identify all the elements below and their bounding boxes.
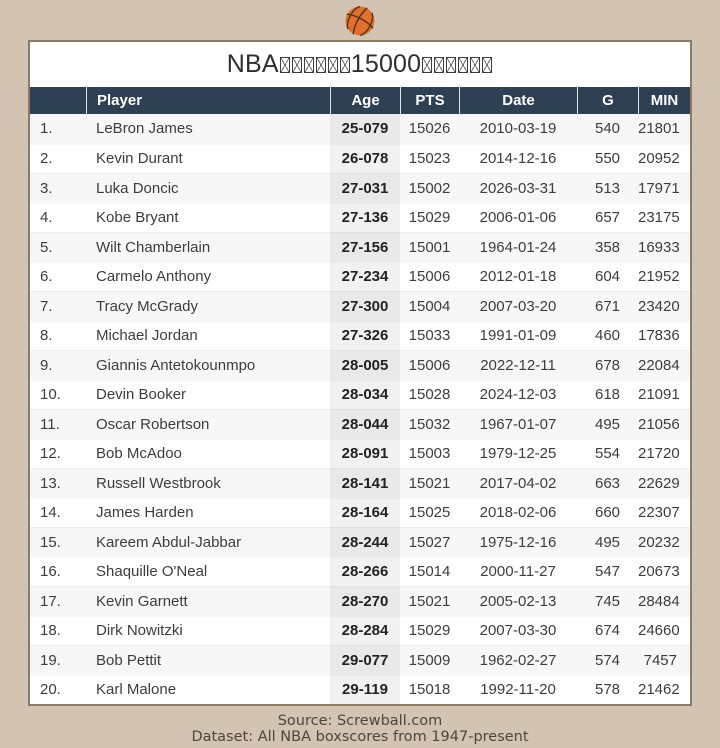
age-cell: 27-031 (330, 173, 400, 203)
column-header-pts: PTS (400, 87, 459, 114)
min-cell: 21801 (638, 120, 680, 138)
age-cell: 28-005 (330, 350, 400, 380)
min-cell: 24660 (638, 616, 690, 646)
g-cell: 460 (577, 321, 638, 351)
rank-cell: 14. (30, 498, 86, 528)
date-cell: 2010-03-19 (479, 120, 557, 138)
table-row (30, 380, 690, 410)
player-cell: Carmelo Anthony (86, 262, 330, 292)
date-cell: 2024-12-03 (459, 380, 577, 410)
player-cell: Luka Doncic (86, 173, 330, 203)
rank-cell: 5. (30, 232, 86, 262)
g-cell: 358 (577, 232, 638, 262)
min-cell: 22307 (638, 498, 690, 528)
rank-cell: 17. (30, 586, 86, 616)
missing-glyph-box (280, 57, 290, 73)
player-cell: Wilt Chamberlain (86, 232, 330, 262)
min-cell: 21952 (638, 262, 690, 292)
min-cell: 22629 (638, 468, 690, 498)
g-cell: 540 (594, 120, 621, 138)
player-cell: Tracy McGrady (86, 291, 330, 321)
min-cell: 7457 (638, 645, 690, 675)
g-cell: 678 (577, 350, 638, 380)
rank-cell: 13. (30, 468, 86, 498)
age-cell: 29-119 (330, 675, 400, 705)
rank-cell: 18. (30, 616, 86, 646)
table-row (30, 144, 690, 174)
leaderboard-table (30, 87, 690, 704)
column-header-min: MIN (638, 87, 690, 114)
g-cell: 495 (577, 527, 638, 557)
dataset-text: Dataset: All NBA boxscores from 1947-present (191, 729, 529, 745)
min-cell: 20673 (638, 557, 690, 587)
pts-cell: 15026 (408, 120, 451, 138)
player-cell: Bob Pettit (86, 645, 330, 675)
date-cell: 2007-03-20 (459, 291, 577, 321)
player-cell: Bob McAdoo (86, 439, 330, 469)
table-row (30, 203, 690, 233)
title-number: 15000 (350, 50, 422, 78)
missing-glyph-box (446, 57, 456, 73)
g-cell: 618 (577, 380, 638, 410)
page-title (30, 42, 690, 87)
min-cell: 21462 (638, 675, 690, 705)
age-cell: 28-244 (330, 527, 400, 557)
pts-cell: 15014 (400, 557, 459, 587)
date-cell: 1962-02-27 (459, 645, 577, 675)
column-header-g: G (577, 87, 638, 114)
rank-cell: 9. (30, 350, 86, 380)
rank-cell: 10. (30, 380, 86, 410)
g-cell: 674 (577, 616, 638, 646)
pts-cell: 15025 (400, 498, 459, 528)
age-cell: 28-034 (330, 380, 400, 410)
missing-glyph-box (292, 57, 302, 73)
player-cell: Russell Westbrook (86, 468, 330, 498)
pts-cell: 15003 (400, 439, 459, 469)
player-cell: Dirk Nowitzki (86, 616, 330, 646)
pts-cell: 15006 (400, 262, 459, 292)
table-row (30, 527, 690, 557)
age-cell: 28-266 (330, 557, 400, 587)
date-cell: 1992-11-20 (459, 675, 577, 705)
g-cell: 513 (577, 173, 638, 203)
missing-glyph-box (304, 57, 314, 73)
table-row (30, 232, 690, 262)
player-cell: Karl Malone (86, 675, 330, 705)
date-cell: 1964-01-24 (459, 232, 577, 262)
min-cell: 20232 (638, 527, 690, 557)
table-row (30, 321, 690, 351)
g-cell: 550 (577, 144, 638, 174)
player-cell: LeBron James (96, 120, 193, 138)
column-header-date: Date (459, 87, 577, 114)
table-row (30, 291, 690, 321)
table-row (30, 409, 690, 439)
player-cell: Kareem Abdul-Jabbar (86, 527, 330, 557)
pts-cell: 15001 (400, 232, 459, 262)
date-cell: 2022-12-11 (459, 350, 577, 380)
rank-cell: 4. (30, 203, 86, 233)
g-cell: 547 (577, 557, 638, 587)
min-cell: 21720 (638, 439, 690, 469)
g-cell: 663 (577, 468, 638, 498)
table-row (30, 557, 690, 587)
age-cell: 28-164 (330, 498, 400, 528)
table-row (30, 173, 690, 203)
rank-cell: 19. (30, 645, 86, 675)
missing-glyph-run-after (421, 50, 493, 79)
age-cell: 29-077 (330, 645, 400, 675)
footer (0, 706, 720, 745)
missing-glyph-box (328, 57, 338, 73)
player-cell: Devin Booker (86, 380, 330, 410)
table-body (30, 114, 690, 704)
pts-cell: 15021 (400, 468, 459, 498)
g-cell: 574 (577, 645, 638, 675)
g-cell: 660 (577, 498, 638, 528)
date-cell: 2026-03-31 (459, 173, 577, 203)
pts-cell: 15009 (400, 645, 459, 675)
age-cell: 25-079 (330, 114, 400, 144)
g-cell: 578 (577, 675, 638, 705)
date-cell: 2007-03-30 (459, 616, 577, 646)
source-text: Source: Screwball.com (277, 713, 443, 729)
g-cell: 671 (577, 291, 638, 321)
player-cell: Oscar Robertson (86, 409, 330, 439)
min-cell: 17971 (638, 173, 690, 203)
date-cell: 2006-01-06 (459, 203, 577, 233)
player-cell: James Harden (86, 498, 330, 528)
g-cell: 554 (577, 439, 638, 469)
table-row (30, 675, 690, 705)
table-row (30, 498, 690, 528)
date-cell: 2014-12-16 (459, 144, 577, 174)
header-row (30, 87, 690, 114)
g-cell: 657 (577, 203, 638, 233)
min-cell: 28484 (638, 586, 690, 616)
rank-cell: 1. (40, 120, 53, 138)
table-row (30, 262, 690, 292)
column-header-age: Age (330, 87, 400, 114)
age-cell: 27-136 (330, 203, 400, 233)
pts-cell: 15029 (400, 616, 459, 646)
min-cell: 21056 (638, 409, 690, 439)
g-cell: 745 (577, 586, 638, 616)
table-row (30, 439, 690, 469)
min-cell: 23420 (638, 291, 690, 321)
min-cell: 16933 (638, 232, 690, 262)
pts-cell: 15032 (400, 409, 459, 439)
pts-cell: 15004 (400, 291, 459, 321)
age-cell: 27-234 (330, 262, 400, 292)
table-row (30, 645, 690, 675)
table-row (30, 468, 690, 498)
missing-glyph-box (316, 57, 326, 73)
missing-glyph-run-before (279, 50, 351, 79)
g-cell: 604 (577, 262, 638, 292)
player-cell: Shaquille O'Neal (86, 557, 330, 587)
missing-glyph-box (434, 57, 444, 73)
column-header-rank (30, 87, 86, 114)
pts-cell: 15006 (400, 350, 459, 380)
date-cell: 2017-04-02 (459, 468, 577, 498)
min-cell: 22084 (638, 350, 690, 380)
date-cell: 2012-01-18 (459, 262, 577, 292)
table-row (30, 616, 690, 646)
pts-cell: 15029 (400, 203, 459, 233)
pts-cell: 15028 (400, 380, 459, 410)
date-cell: 1991-01-09 (459, 321, 577, 351)
table-header (30, 87, 690, 114)
player-cell: Giannis Antetokounmpo (86, 350, 330, 380)
rank-cell: 15. (30, 527, 86, 557)
age-cell: 27-156 (330, 232, 400, 262)
player-cell: Kobe Bryant (86, 203, 330, 233)
pts-cell: 15027 (400, 527, 459, 557)
pts-cell: 15021 (400, 586, 459, 616)
pts-cell: 15023 (400, 144, 459, 174)
min-cell: 21091 (638, 380, 690, 410)
date-cell: 1975-12-16 (459, 527, 577, 557)
missing-glyph-box (422, 57, 432, 73)
age-cell: 28-284 (330, 616, 400, 646)
stats-card (28, 40, 692, 706)
column-header-player: Player (86, 87, 330, 114)
age-cell: 26-078 (330, 144, 400, 174)
header-icon-area (0, 0, 720, 40)
player-cell: Michael Jordan (86, 321, 330, 351)
pts-cell: 15018 (400, 675, 459, 705)
date-cell: 2005-02-13 (459, 586, 577, 616)
player-cell: Kevin Durant (86, 144, 330, 174)
age-cell: 28-091 (330, 439, 400, 469)
g-cell: 495 (577, 409, 638, 439)
pts-cell: 15033 (400, 321, 459, 351)
rank-cell: 6. (30, 262, 86, 292)
min-cell: 23175 (638, 203, 690, 233)
age-cell: 28-270 (330, 586, 400, 616)
table-row (30, 114, 690, 144)
age-cell: 27-300 (330, 291, 400, 321)
table-row (30, 350, 690, 380)
rank-cell: 3. (30, 173, 86, 203)
rank-cell: 11. (30, 409, 86, 439)
player-cell: Kevin Garnett (86, 586, 330, 616)
age-cell: 28-044 (330, 409, 400, 439)
missing-glyph-box (482, 57, 492, 73)
min-cell: 20952 (638, 144, 690, 174)
missing-glyph-box (340, 57, 350, 73)
missing-glyph-box (458, 57, 468, 73)
pts-cell: 15002 (400, 173, 459, 203)
age-cell: 28-141 (330, 468, 400, 498)
date-cell: 2000-11-27 (459, 557, 577, 587)
rank-cell: 16. (30, 557, 86, 587)
rank-cell: 20. (30, 675, 86, 705)
min-cell: 17836 (638, 321, 690, 351)
basketball-icon (342, 3, 378, 39)
rank-cell: 8. (30, 321, 86, 351)
table-row (30, 586, 690, 616)
rank-cell: 7. (30, 291, 86, 321)
date-cell: 1967-01-07 (459, 409, 577, 439)
title-prefix: NBA (226, 50, 279, 78)
missing-glyph-box (470, 57, 480, 73)
date-cell: 2018-02-06 (459, 498, 577, 528)
age-cell: 27-326 (330, 321, 400, 351)
rank-cell: 2. (30, 144, 86, 174)
date-cell: 1979-12-25 (459, 439, 577, 469)
rank-cell: 12. (30, 439, 86, 469)
